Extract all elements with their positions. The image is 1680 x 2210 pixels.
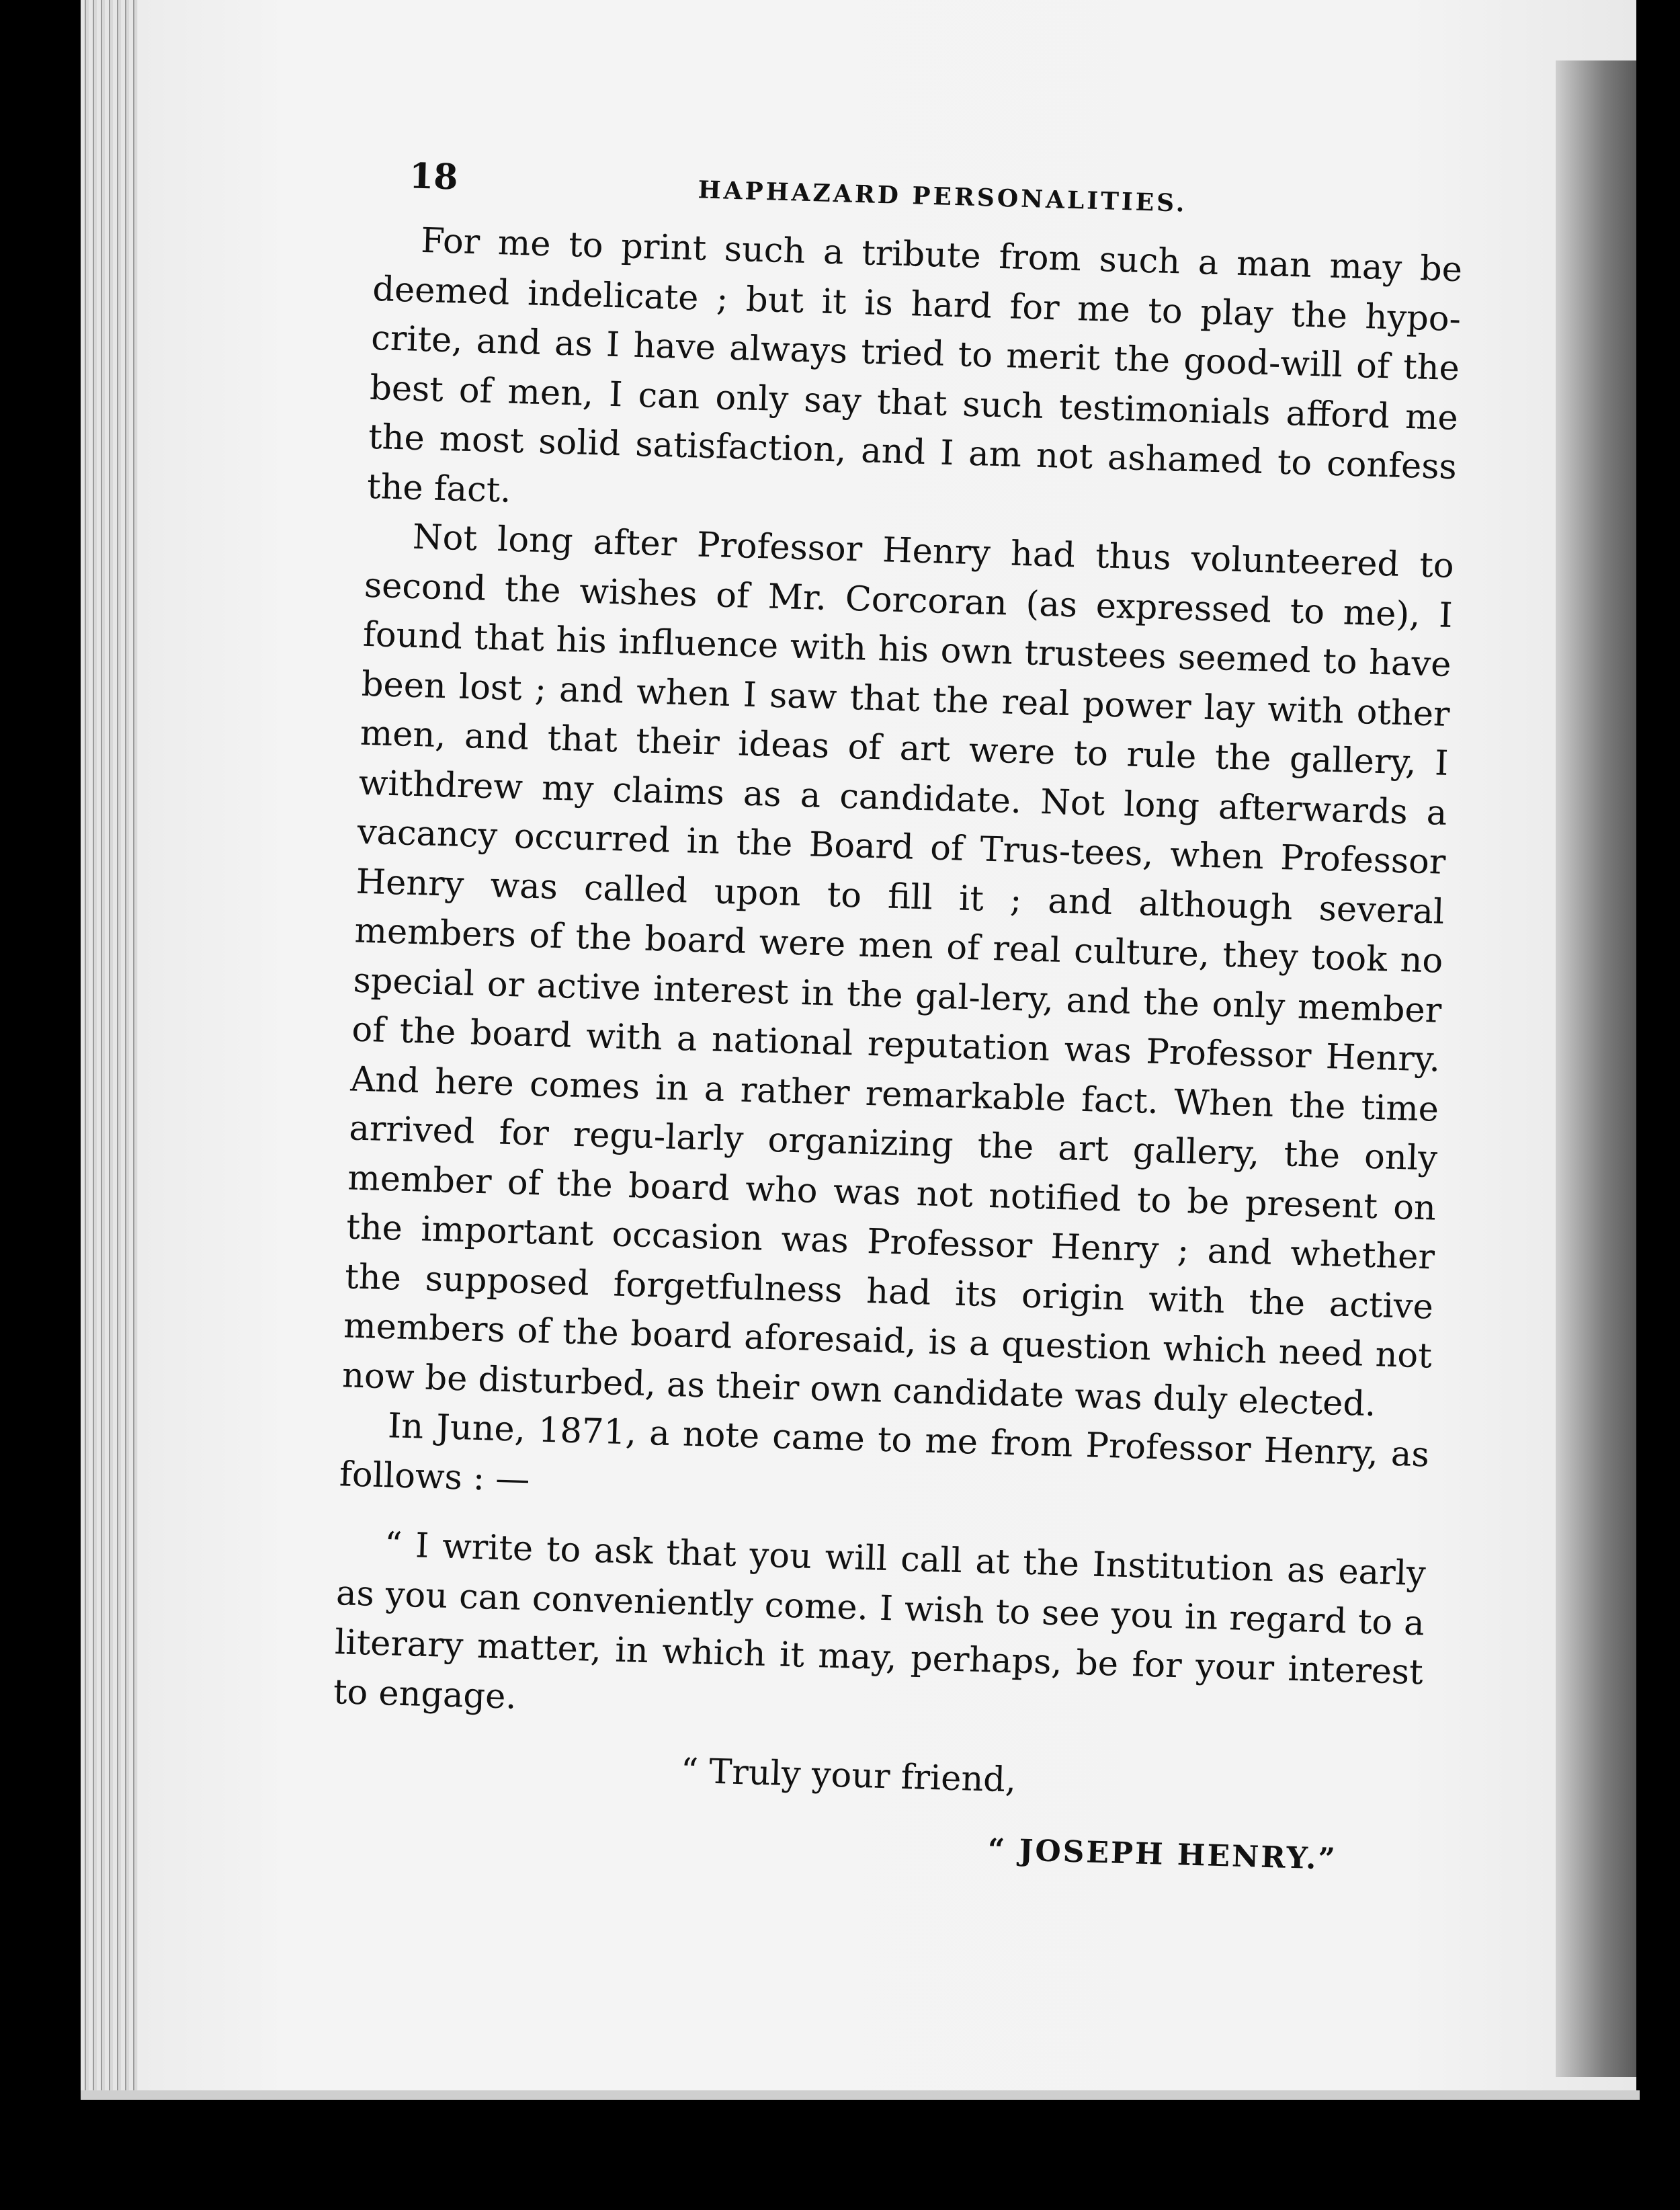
- paragraph-2: Not long after Professor Henry had thus volunteered to second the wishes of Mr. Corcoran (as expressed to me), I found that his influence with his own trustees seemed to have been lost ; and when I saw that the real power lay with other men, and that their ideas of art were to rule the gallery, I withdrew my claims as a candidate. Not long afterwards a vacancy occurred in the Board of Trus-tees, when Professor Henry was called upon to fill it ; and although several members of the board were men of real culture, they took no special or active interest in the gal-lery, and the only member of the board with a national reputation was Professor Henry. And here comes in a rather remarkable fact. When the time arrived for regu-larly organizing the art gallery, the only member of the board who was not notified to be present on the important occasion was Professor Henry ; and whether the supposed forgetfulness had its origin with the active members of the board aforesaid, is a question which need not now be disturbed, as their own candidate was duly elected.: [341, 517, 1455, 1424]
- page-edges: [81, 0, 141, 2090]
- paragraph-1: For me to print such a tribute from such a man may be deemed indelicate ; but it is hard for me to play the hypo-crite, and as I have always tried to merit the good-will of the best of men, I can only say that such testimonials afford me the most solid satisfaction, and I am not ashamed to confess the fact.: [366, 220, 1463, 511]
- letter-body: “ I write to ask that you will call at the Institution as early as you can conveniently come. I wish to see you in regard to a literary matter, in which it may, perhaps, be for your interest to engage.: [333, 1525, 1427, 1717]
- page-number: 18: [409, 155, 459, 198]
- gutter-shadow: [1556, 60, 1636, 2077]
- running-head: HAPHAZARD PERSONALITIES.: [698, 175, 1187, 218]
- letter-signature: “ JOSEPH HENRY.”: [987, 1832, 1338, 1877]
- paragraph-3: In June, 1871, a note came to me from Professor Henry, as follows : —: [339, 1406, 1430, 1500]
- page-bottom-edge: [81, 2090, 1640, 2100]
- page-content: [329, 155, 1464, 1886]
- letter-closing: “ Truly your friend,: [680, 1751, 1017, 1801]
